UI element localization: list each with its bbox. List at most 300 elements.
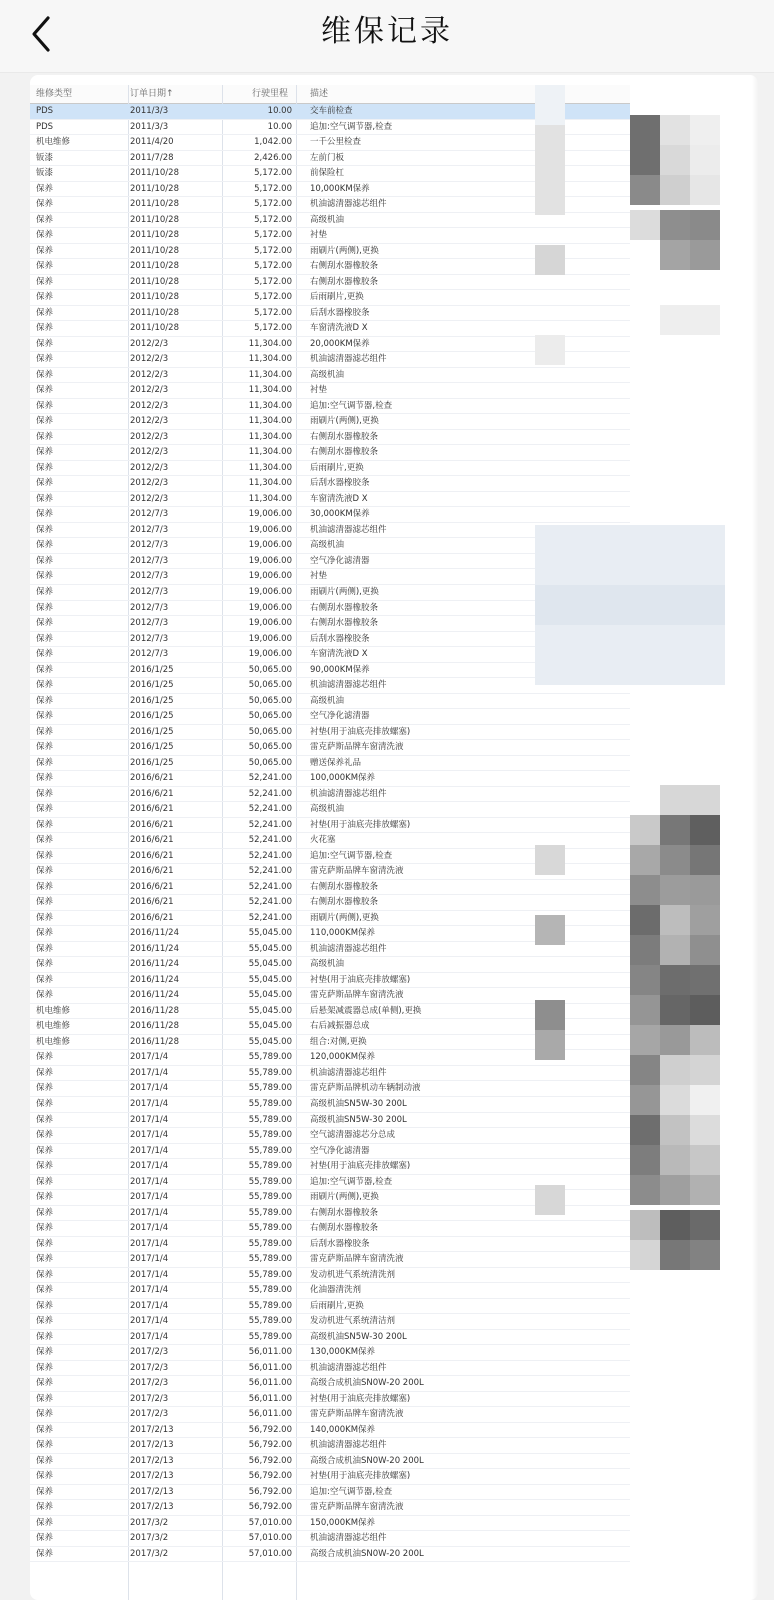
cell-description: 空气净化滤清器 [310, 555, 370, 566]
column-header-mileage[interactable]: 行驶里程 [252, 89, 289, 99]
cell-mileage: 55,789.00 [248, 1083, 292, 1094]
cell-date: 2017/1/4 [130, 1192, 169, 1203]
cell-type: 保养 [36, 1502, 54, 1513]
cell-mileage: 10.00 [267, 106, 292, 116]
cell-type: 保养 [36, 1316, 54, 1327]
cell-type: 保养 [36, 493, 54, 504]
cell-date: 2017/2/13 [130, 1471, 174, 1482]
cell-description: 机油滤清器滤芯组件 [310, 354, 387, 365]
cell-date: 2016/11/28 [130, 1036, 179, 1047]
cell-type: 保养 [36, 1347, 54, 1358]
cell-mileage: 52,241.00 [248, 866, 292, 877]
cell-date: 2017/2/3 [130, 1409, 169, 1420]
cell-mileage: 55,789.00 [248, 1238, 292, 1249]
cell-date: 2016/11/28 [130, 1021, 179, 1032]
cell-description: 140,000KM保养 [310, 1424, 376, 1435]
cell-date: 2017/2/13 [130, 1486, 174, 1497]
cell-type: 保养 [36, 742, 54, 753]
cell-date: 2017/2/13 [130, 1455, 174, 1466]
cell-description: 雨刷片(两侧),更换 [310, 416, 379, 427]
cell-mileage: 19,006.00 [248, 540, 292, 551]
cell-description: 机油滤清器滤芯组件 [310, 199, 387, 210]
cell-description: 追加:空气调节器,检查 [310, 400, 393, 411]
cell-type: 保养 [36, 711, 54, 722]
cell-description: 衬垫(用于油底壳排放螺塞) [310, 1471, 411, 1482]
cell-date: 2012/2/3 [130, 431, 169, 442]
cell-description: 90,000KM保养 [310, 664, 370, 675]
cell-mileage: 55,789.00 [248, 1161, 292, 1172]
cell-mileage: 1,042.00 [254, 137, 292, 148]
cell-date: 2017/1/4 [130, 1238, 169, 1249]
cell-description: 30,000KM保养 [310, 509, 370, 520]
cell-description: 机油滤清器滤芯组件 [310, 943, 387, 954]
cell-date: 2017/2/3 [130, 1347, 169, 1358]
cell-mileage: 55,789.00 [248, 1052, 292, 1063]
cell-date: 2011/10/28 [130, 245, 179, 256]
cell-description: 高级机油 [310, 540, 345, 551]
cell-type: 保养 [36, 1393, 54, 1404]
cell-mileage: 55,789.00 [248, 1176, 292, 1187]
cell-type: 保养 [36, 959, 54, 970]
cell-date: 2012/2/3 [130, 478, 169, 489]
cell-type: 保养 [36, 1285, 54, 1296]
cell-description: 衬垫 [310, 230, 328, 241]
cell-type: 保养 [36, 819, 54, 830]
cell-type: 保养 [36, 1145, 54, 1156]
cell-mileage: 52,241.00 [248, 850, 292, 861]
cell-mileage: 11,304.00 [248, 385, 292, 396]
cell-type: 保养 [36, 773, 54, 784]
cell-description: 衬垫(用于油底壳排放螺塞) [310, 1393, 411, 1404]
cell-mileage: 19,006.00 [248, 602, 292, 613]
cell-mileage: 56,011.00 [248, 1347, 292, 1358]
cell-description: 交车前检查 [310, 106, 353, 116]
cell-mileage: 55,045.00 [248, 959, 292, 970]
cell-date: 2011/10/28 [130, 214, 179, 225]
cell-description: 火花塞 [310, 835, 336, 846]
cell-date: 2017/1/4 [130, 1130, 169, 1141]
cell-date: 2016/6/21 [130, 897, 174, 908]
cell-description: 车窗清洗液D X [310, 493, 368, 504]
cell-mileage: 55,045.00 [248, 1036, 292, 1047]
cell-type: 保养 [36, 354, 54, 365]
cell-mileage: 55,789.00 [248, 1254, 292, 1265]
column-header-type[interactable]: 维修类型 [36, 89, 73, 99]
cell-date: 2017/1/4 [130, 1176, 169, 1187]
cell-type: 保养 [36, 1176, 54, 1187]
cell-mileage: 5,172.00 [254, 183, 292, 194]
cell-mileage: 55,789.00 [248, 1145, 292, 1156]
cell-date: 2016/11/24 [130, 990, 179, 1001]
cell-date: 2011/7/28 [130, 152, 174, 163]
cell-description: 右侧刮水器橡胶条 [310, 897, 379, 908]
cell-description: 机油滤清器滤芯组件 [310, 1362, 387, 1373]
cell-type: 保养 [36, 183, 54, 194]
cell-date: 2016/1/25 [130, 742, 174, 753]
cell-description: 车窗清洗液D X [310, 323, 368, 334]
cell-mileage: 5,172.00 [254, 214, 292, 225]
cell-date: 2011/10/28 [130, 199, 179, 210]
cell-date: 2016/11/24 [130, 928, 179, 939]
cell-description: 10,000KM保养 [310, 183, 370, 194]
cell-type: 保养 [36, 509, 54, 520]
cell-description: 右侧刮水器橡胶条 [310, 261, 379, 272]
cell-type: 保养 [36, 555, 54, 566]
cell-mileage: 50,065.00 [248, 680, 292, 691]
cell-type: 机电维修 [36, 1036, 71, 1047]
cell-date: 2012/7/3 [130, 649, 169, 660]
cell-date: 2011/10/28 [130, 276, 179, 287]
cell-type: 保养 [36, 990, 54, 1001]
cell-mileage: 56,792.00 [248, 1471, 292, 1482]
cell-description: 衬垫(用于油底壳排放螺塞) [310, 974, 411, 985]
cell-type: 保养 [36, 1440, 54, 1451]
cell-date: 2011/10/28 [130, 323, 179, 334]
cell-description: 右侧刮水器橡胶条 [310, 602, 379, 613]
cell-type: 保养 [36, 1533, 54, 1544]
cell-type: 保养 [36, 586, 54, 597]
cell-date: 2012/7/3 [130, 602, 169, 613]
cell-mileage: 55,789.00 [248, 1067, 292, 1078]
cell-date: 2016/11/28 [130, 1005, 179, 1016]
cell-mileage: 19,006.00 [248, 618, 292, 629]
cell-mileage: 56,792.00 [248, 1424, 292, 1435]
cell-description: 机油滤清器滤芯组件 [310, 1067, 387, 1078]
cell-mileage: 52,241.00 [248, 773, 292, 784]
cell-description: 130,000KM保养 [310, 1347, 376, 1358]
cell-type: 保养 [36, 230, 54, 241]
cell-date: 2017/2/3 [130, 1362, 169, 1373]
cell-date: 2017/1/4 [130, 1285, 169, 1296]
cell-type: 保养 [36, 199, 54, 210]
cell-type: 保养 [36, 1362, 54, 1373]
cell-mileage: 11,304.00 [248, 369, 292, 380]
cell-date: 2012/2/3 [130, 369, 169, 380]
cell-date: 2012/7/3 [130, 571, 169, 582]
cell-type: 保养 [36, 1269, 54, 1280]
cell-mileage: 50,065.00 [248, 695, 292, 706]
cell-date: 2016/6/21 [130, 773, 174, 784]
cell-type: 保养 [36, 1114, 54, 1125]
column-header-date[interactable]: 订单日期↑ [130, 89, 174, 99]
cell-description: 右侧刮水器橡胶条 [310, 618, 379, 629]
cell-mileage: 56,792.00 [248, 1455, 292, 1466]
cell-type: 保养 [36, 850, 54, 861]
cell-mileage: 55,045.00 [248, 1021, 292, 1032]
cell-description: 右侧刮水器橡胶条 [310, 1223, 379, 1234]
cell-type: 保养 [36, 1331, 54, 1342]
cell-type: 保养 [36, 338, 54, 349]
cell-mileage: 11,304.00 [248, 400, 292, 411]
cell-type: 保养 [36, 1471, 54, 1482]
cell-type: 机电维修 [36, 1021, 71, 1032]
cell-mileage: 50,065.00 [248, 711, 292, 722]
cell-type: 保养 [36, 1067, 54, 1078]
cell-date: 2017/1/4 [130, 1269, 169, 1280]
cell-mileage: 19,006.00 [248, 524, 292, 535]
cell-mileage: 50,065.00 [248, 664, 292, 675]
cell-description: 右侧刮水器橡胶条 [310, 276, 379, 287]
cell-description: 雷克萨斯品牌车窗清洗液 [310, 1254, 404, 1265]
cell-description: 高级合成机油SN0W-20 200L [310, 1378, 424, 1389]
cell-mileage: 5,172.00 [254, 307, 292, 318]
cell-description: 右后减振器总成 [310, 1021, 370, 1032]
cell-description: 后雨刷片,更换 [310, 1300, 364, 1311]
top-bar [0, 0, 774, 73]
cell-description: 机油滤清器滤芯组件 [310, 1533, 387, 1544]
cell-date: 2012/2/3 [130, 416, 169, 427]
cell-date: 2012/2/3 [130, 462, 169, 473]
cell-description: 追加:空气调节器,检查 [310, 1176, 393, 1187]
cell-mileage: 56,011.00 [248, 1409, 292, 1420]
cell-mileage: 55,789.00 [248, 1114, 292, 1125]
cell-type: 保养 [36, 1192, 54, 1203]
cell-description: 后雨刷片,更换 [310, 292, 364, 303]
cell-description: 高级机油SN5W-30 200L [310, 1099, 407, 1109]
cell-description: 后刮水器橡胶条 [310, 307, 370, 318]
cell-type: 保养 [36, 1099, 54, 1109]
cell-mileage: 55,789.00 [248, 1269, 292, 1280]
cell-description: 雷克萨斯品牌车窗清洗液 [310, 990, 404, 1001]
cell-description: 120,000KM保养 [310, 1052, 376, 1063]
cell-mileage: 50,065.00 [248, 742, 292, 753]
cell-mileage: 19,006.00 [248, 509, 292, 520]
cell-description: 左前门板 [310, 152, 345, 163]
cell-date: 2011/10/28 [130, 261, 179, 272]
cell-mileage: 52,241.00 [248, 912, 292, 923]
cell-mileage: 56,011.00 [248, 1378, 292, 1389]
cell-mileage: 11,304.00 [248, 462, 292, 473]
cell-mileage: 55,789.00 [248, 1316, 292, 1327]
cell-type: 保养 [36, 1424, 54, 1435]
cell-description: 机油滤清器滤芯组件 [310, 1440, 387, 1451]
cell-type: 机电维修 [36, 1005, 71, 1016]
cell-description: 后刮水器橡胶条 [310, 478, 370, 489]
cell-date: 2012/7/3 [130, 618, 169, 629]
cell-mileage: 55,789.00 [248, 1223, 292, 1234]
cell-date: 2017/1/4 [130, 1114, 169, 1125]
cell-type: 保养 [36, 1455, 54, 1466]
cell-mileage: 55,789.00 [248, 1130, 292, 1141]
cell-type: 保养 [36, 261, 54, 272]
cell-mileage: 56,011.00 [248, 1362, 292, 1373]
cell-mileage: 55,045.00 [248, 990, 292, 1001]
cell-description: 前保险杠 [310, 168, 345, 179]
cell-type: 保养 [36, 618, 54, 629]
cell-description: 发动机进气系统清洁剂 [310, 1316, 396, 1327]
cell-type: 保养 [36, 912, 54, 923]
cell-type: 保养 [36, 1052, 54, 1063]
cell-description: 100,000KM保养 [310, 773, 376, 784]
cell-date: 2011/10/28 [130, 307, 179, 318]
cell-type: 保养 [36, 307, 54, 318]
cell-date: 2012/2/3 [130, 385, 169, 396]
cell-description: 右侧刮水器橡胶条 [310, 447, 379, 458]
cell-mileage: 55,045.00 [248, 943, 292, 954]
cell-type: 保养 [36, 1300, 54, 1311]
cell-date: 2016/11/24 [130, 974, 179, 985]
cell-date: 2017/1/4 [130, 1052, 169, 1063]
page-title: 维保记录 [321, 14, 453, 49]
cell-type: 保养 [36, 1548, 54, 1559]
cell-description: 雨刷片(两侧),更换 [310, 1192, 379, 1203]
cell-type: 保养 [36, 292, 54, 303]
cell-description: 衬垫(用于油底壳排放螺塞) [310, 819, 411, 830]
cell-date: 2016/6/21 [130, 835, 174, 846]
cell-mileage: 19,006.00 [248, 586, 292, 597]
cell-type: 保养 [36, 974, 54, 985]
cell-description: 追加:空气调节器,检查 [310, 850, 393, 861]
cell-description: 110,000KM保养 [310, 928, 376, 939]
cell-mileage: 5,172.00 [254, 323, 292, 334]
cell-date: 2016/6/21 [130, 804, 174, 815]
cell-type: 钣漆 [36, 152, 54, 163]
cell-date: 2016/11/24 [130, 959, 179, 970]
cell-description: 组合:对侧,更换 [310, 1036, 367, 1047]
cell-description: 高级机油 [310, 695, 345, 706]
cell-date: 2017/2/13 [130, 1424, 174, 1435]
cell-mileage: 55,789.00 [248, 1300, 292, 1311]
cell-type: PDS [36, 121, 54, 132]
cell-mileage: 52,241.00 [248, 897, 292, 908]
cell-type: 保养 [36, 664, 54, 675]
cell-mileage: 55,045.00 [248, 974, 292, 985]
cell-description: 高级机油 [310, 959, 345, 970]
cell-description: 高级合成机油SN0W-20 200L [310, 1455, 424, 1466]
cell-mileage: 52,241.00 [248, 819, 292, 830]
cell-description: 高级机油SN5W-30 200L [310, 1114, 407, 1125]
cell-mileage: 57,010.00 [248, 1517, 292, 1528]
cell-date: 2011/3/3 [130, 121, 169, 132]
cell-description: 追加:空气调节器,检查 [310, 1486, 393, 1497]
cell-mileage: 11,304.00 [248, 431, 292, 442]
cell-description: 衬垫(用于油底壳排放螺塞) [310, 726, 411, 737]
cell-mileage: 52,241.00 [248, 881, 292, 892]
cell-description: 高级机油 [310, 369, 345, 380]
cell-description: 高级机油SN5W-30 200L [310, 1331, 407, 1342]
cell-date: 2011/10/28 [130, 292, 179, 303]
cell-mileage: 5,172.00 [254, 230, 292, 241]
cell-date: 2016/1/25 [130, 680, 174, 691]
cell-date: 2016/1/25 [130, 711, 174, 722]
cell-mileage: 56,792.00 [248, 1440, 292, 1451]
cell-description: 空气滤清器滤芯分总成 [310, 1130, 396, 1141]
cell-mileage: 19,006.00 [248, 571, 292, 582]
cell-date: 2017/2/3 [130, 1393, 169, 1404]
cell-mileage: 2,426.00 [254, 152, 292, 163]
cell-type: 保养 [36, 447, 54, 458]
cell-description: 雨刷片(两侧),更换 [310, 245, 379, 256]
cell-description: 追加:空气调节器,检查 [310, 121, 393, 132]
cell-type: 保养 [36, 571, 54, 582]
cell-type: 保养 [36, 695, 54, 706]
cell-mileage: 11,304.00 [248, 447, 292, 458]
cell-description: 右侧刮水器橡胶条 [310, 1207, 379, 1218]
cell-type: 保养 [36, 804, 54, 815]
column-header-description[interactable]: 描述 [310, 89, 329, 99]
cell-mileage: 5,172.00 [254, 276, 292, 287]
cell-date: 2017/1/4 [130, 1145, 169, 1156]
cell-type: 保养 [36, 602, 54, 613]
cell-type: 保养 [36, 524, 54, 535]
maintenance-record-sheet[interactable] [30, 75, 758, 1600]
cell-date: 2012/7/3 [130, 586, 169, 597]
sheet-edge [752, 75, 758, 1600]
cell-description: 化油器清洗剂 [310, 1285, 362, 1296]
cell-description: 后雨刷片,更换 [310, 462, 364, 473]
cell-description: 雨刷片(两侧),更换 [310, 586, 379, 597]
cell-mileage: 50,065.00 [248, 757, 292, 768]
cell-description: 雨刷片(两侧),更换 [310, 912, 379, 923]
cell-mileage: 11,304.00 [248, 493, 292, 504]
cell-type: 保养 [36, 757, 54, 768]
cell-date: 2016/6/21 [130, 912, 174, 923]
cell-mileage: 55,789.00 [248, 1285, 292, 1296]
cell-type: 保养 [36, 1130, 54, 1141]
cell-mileage: 5,172.00 [254, 168, 292, 179]
cell-type: 保养 [36, 385, 54, 396]
cell-mileage: 19,006.00 [248, 633, 292, 644]
cell-date: 2011/3/3 [130, 106, 169, 116]
cell-type: 保养 [36, 400, 54, 411]
cell-type: 保养 [36, 478, 54, 489]
cell-date: 2017/1/4 [130, 1254, 169, 1265]
cell-description: 150,000KM保养 [310, 1517, 376, 1528]
cell-date: 2012/2/3 [130, 493, 169, 504]
cell-date: 2017/1/4 [130, 1300, 169, 1311]
cell-description: 衬垫 [310, 385, 328, 396]
cell-date: 2011/10/28 [130, 168, 179, 179]
cell-description: 高级机油 [310, 214, 345, 225]
cell-date: 2017/3/2 [130, 1517, 169, 1528]
cell-mileage: 55,045.00 [248, 1005, 292, 1016]
cell-mileage: 55,789.00 [248, 1207, 292, 1218]
cell-description: 后悬架减震器总成(单侧),更换 [310, 1005, 422, 1016]
cell-mileage: 5,172.00 [254, 261, 292, 272]
cell-date: 2012/2/3 [130, 447, 169, 458]
cell-type: 保养 [36, 881, 54, 892]
cell-date: 2017/3/2 [130, 1548, 169, 1559]
cell-type: 保养 [36, 1161, 54, 1172]
cell-type: 保养 [36, 866, 54, 877]
cell-type: 保养 [36, 1486, 54, 1497]
cell-date: 2017/1/4 [130, 1067, 169, 1078]
cell-type: 保养 [36, 943, 54, 954]
cell-mileage: 5,172.00 [254, 292, 292, 303]
cell-description: 车窗清洗液D X [310, 649, 368, 660]
cell-type: 保养 [36, 633, 54, 644]
cell-date: 2016/6/21 [130, 866, 174, 877]
cell-mileage: 55,789.00 [248, 1331, 292, 1342]
cell-date: 2011/10/28 [130, 230, 179, 241]
cell-date: 2016/6/21 [130, 819, 174, 830]
cell-description: 发动机进气系统清洗剂 [310, 1269, 396, 1280]
cell-type: 保养 [36, 1238, 54, 1249]
mosaic-redaction [535, 85, 755, 1585]
cell-date: 2017/1/4 [130, 1161, 169, 1172]
cell-description: 右侧刮水器橡胶条 [310, 881, 379, 892]
cell-description: 衬垫(用于油底壳排放螺塞) [310, 1161, 411, 1172]
cell-date: 2016/1/25 [130, 726, 174, 737]
cell-mileage: 55,045.00 [248, 928, 292, 939]
cell-type: 保养 [36, 1517, 54, 1528]
cell-description: 机油滤清器滤芯组件 [310, 524, 387, 535]
cell-mileage: 57,010.00 [248, 1533, 292, 1544]
cell-date: 2011/10/28 [130, 183, 179, 194]
cell-type: 保养 [36, 462, 54, 473]
cell-type: 保养 [36, 1223, 54, 1234]
cell-mileage: 5,172.00 [254, 245, 292, 256]
